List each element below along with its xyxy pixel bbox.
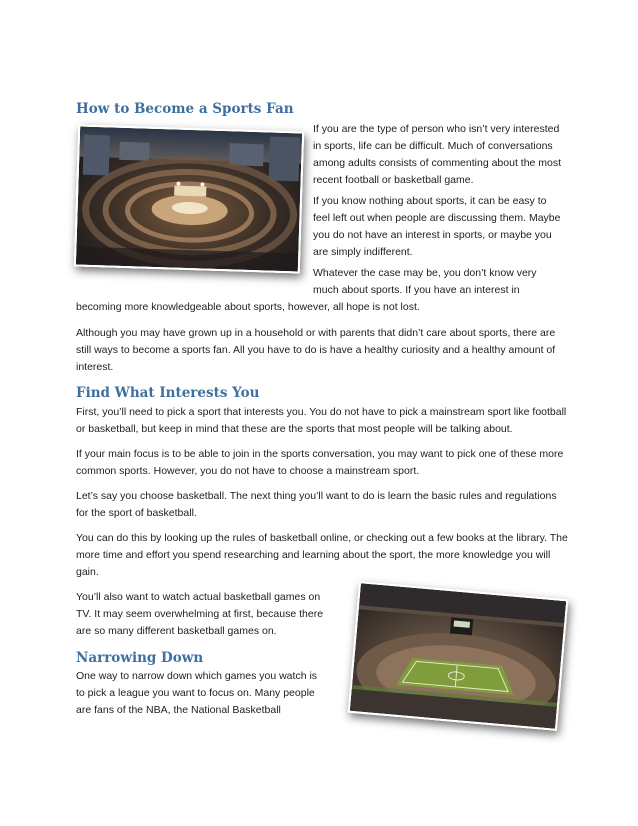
text-line: If you know nothing about sports, it can be easy to <box>313 195 547 207</box>
text-line: much about sports. If you have an interest in <box>313 284 520 296</box>
text-line: feel left out when people are discussing them. Maybe <box>313 212 561 224</box>
paragraph-basketball: Let’s say you choose basketball. The next thing you’ll want to do is learn the basic rules and regulations for the sport of basketball. <box>76 490 557 519</box>
section-heading-narrowing: Narrowing Down <box>76 650 204 666</box>
text-line: TV. It may seem overwhelming at first, because there <box>76 608 324 620</box>
text-line: are fans of the NBA, the National Basketball <box>76 704 281 716</box>
paragraph-watch <box>76 589 338 640</box>
text-line: to pick a league you want to focus on. Many people <box>76 687 315 699</box>
intro-paragraph-3 <box>313 265 573 299</box>
page-title: How to Become a Sports Fan <box>76 101 294 117</box>
paragraph-first: First, you’ll need to pick a sport that interests you. You do not have to pick a mainstream sport like football or basketball, but keep in mind that these are the sports that most people will be talking about. <box>76 406 567 435</box>
text-line: If you are the type of person who isn’t very interested <box>313 123 560 135</box>
text-line: One way to narrow down which games you watch is <box>76 670 318 682</box>
intro-paragraph-3-continuation: becoming more knowledgeable about sports, however, all hope is not lost. <box>76 301 420 313</box>
text-line: Whatever the case may be, you don’t know very <box>313 267 537 279</box>
stadium-crowd-photo <box>74 124 304 273</box>
text-line: among adults consists of commenting about the most <box>313 157 562 169</box>
text-line: are so many different basketball games on. <box>76 625 277 637</box>
paragraph-research: You can do this by looking up the rules of basketball online, or checking out a few books at the library. The more time and effort you spend researching and learning about the sport, the more knowledge you will gain. <box>76 532 568 578</box>
paragraph-focus: If your main focus is to be able to join in the sports conversation, you may want to pick one of these more common sports. However, you do not have to choose a mainstream sport. <box>76 448 564 477</box>
basketball-arena-photo <box>348 581 569 731</box>
intro-paragraph-2 <box>313 193 573 261</box>
text-line: recent football or basketball game. <box>313 174 474 186</box>
paragraph-narrow <box>76 668 338 719</box>
text-line: in sports, life can be difficult. Much of conversations <box>313 140 553 152</box>
section-heading-interests: Find What Interests You <box>76 385 260 401</box>
text-line: you do not have an interest in sports, or maybe you <box>313 229 552 241</box>
text-line: You’ll also want to watch actual basketball games on <box>76 591 321 603</box>
text-line: are simply indifferent. <box>313 246 413 258</box>
intro-paragraph-1 <box>313 121 573 189</box>
paragraph-although: Although you may have grown up in a household or with parents that didn’t care about sports, there are still ways to become a sports fan. All you have to do is have a healthy curiosity and a healthy amount of interest. <box>76 327 556 373</box>
